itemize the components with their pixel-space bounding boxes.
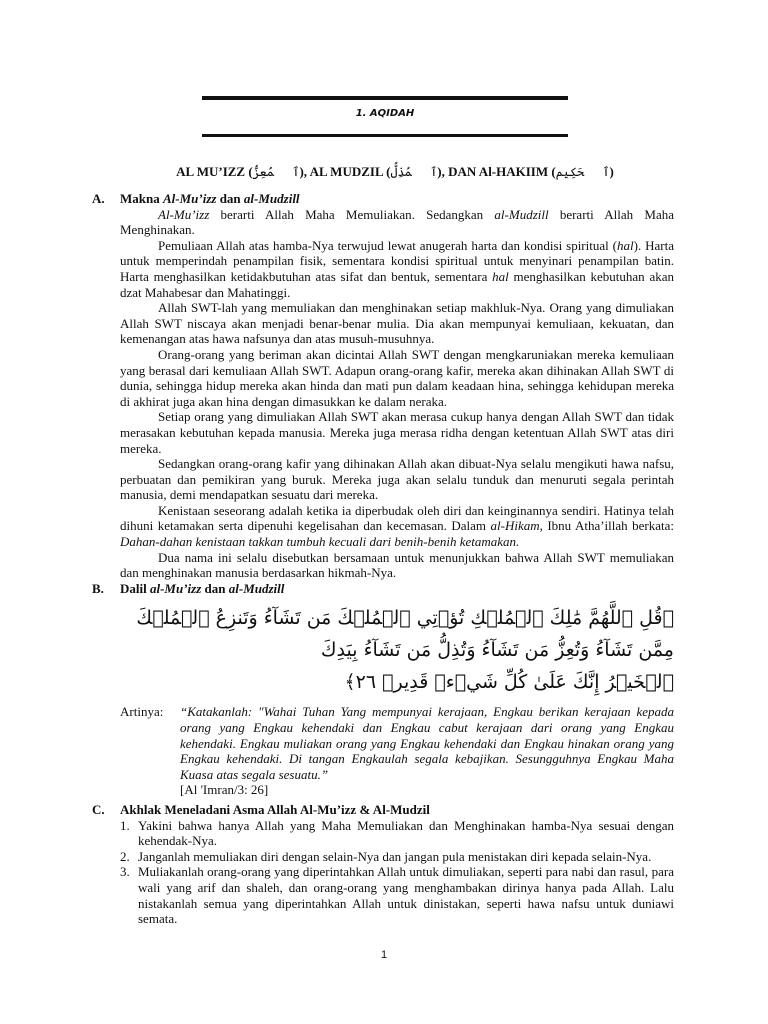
section-b-heading-term1: al-Mu’izz (149, 580, 202, 596)
section-a-heading (92, 191, 674, 207)
translation-label: Artinya: (120, 704, 164, 720)
list-item-number: 1. (120, 817, 130, 833)
p8-text: Dua nama ini selalu disebutkan bersamaan untuk menunjukkan bahwa Allah SWT memuliakan dan menghinakan manusia berdasarkan hikmah-Nya. (120, 549, 674, 581)
section-a-paragraph-4 (92, 347, 674, 409)
list-item-number: 2. (120, 848, 130, 864)
title-part-c: ), DAN Al-HAKIIM ( (437, 164, 556, 179)
title-arabic-mudzil: ٱلۡمُذِلُّ (390, 165, 438, 179)
list-item (120, 818, 674, 849)
p1-term2: al-Mudzill (494, 206, 549, 222)
section-a-paragraph-6 (92, 456, 674, 503)
title-arabic-muizz: ٱلۡمُعِزُّ (252, 165, 300, 179)
list-item-text: Muliakanlah orang-orang yang diperintahkan Allah untuk dimuliakan, seperti para nabi dan rasul, para wali yang arif dan shaleh, dan orang-orang yang menghambakan dirinya hanya pada Allah. Lalu nistakanlah semua yang diperintahkan Allah untuk dinistakan, seperti hawa nafsu untuk duniawi semata. (138, 864, 674, 927)
akhlak-list (92, 818, 674, 927)
p1-text1: berarti Allah Maha Memuliakan. Sedangkan (209, 206, 495, 222)
section-b-label: B. (92, 580, 104, 596)
p4-text: Orang-orang yang beriman akan dicintai Allah SWT dengan mengkaruniakan mereka kemuliaan yang berasal dari kemuliaan Allah SWT. Adapun orang-orang kafir, mereka akan dihinakan Allah SWT di dunia, sehingga hidup mereka akan hinda dan mati pun dalam keadaan hina, sehingga kehidupan mereka di akhirat juga akan hina dengan dimasukkan ke dalam neraka. (120, 346, 674, 409)
p6-text: Sedangkan orang-orang kafir yang dihinakan Allah akan dibuat-Nya selalu mengikuti hawa nafsu, perbuatan dan pemikiran yang buruk. Mereka juga akan selalu tunduk dan menuruti segala perintah manusia, demi mendapatkan sesuatu dari mereka. (120, 456, 674, 503)
section-a-paragraph-3 (92, 300, 674, 347)
p3-text: Allah SWT-lah yang memuliakan dan menghinakan setiap makhluk-Nya. Orang yang dimuliakan Allah SWT niscaya akan menjadi benar-benar mulia. Dia akan mempunyai kemuliaan, kekuatan, dan kemenangan atas hawa nafsunya dan atas musuh-musuhnya. (120, 300, 674, 347)
section-a-heading-mid: dan (216, 191, 244, 206)
section-b-heading-mid: dan (201, 580, 229, 596)
section-a-paragraph-7 (92, 503, 674, 550)
quran-verse (120, 602, 674, 698)
section-c-heading (92, 802, 674, 818)
section-a-paragraph-5 (92, 409, 674, 456)
section-a-heading-pre: Makna (120, 191, 163, 206)
header-rule-top (202, 96, 568, 100)
p5-text: Setiap orang yang dimuliakan Allah SWT akan merasa cukup hanya dengan Allah SWT dan tidak merasakan kebutuhan kepada manusia. Mereka juga merasa ridha dengan ketentuan Allah SWT atas diri mereka. (120, 409, 674, 456)
title-part-b: ), AL MUDZIL ( (299, 164, 391, 179)
section-b-heading-pre: Dalil (120, 580, 150, 596)
chapter-heading: 1. AQIDAH (355, 108, 415, 119)
list-item (120, 864, 674, 926)
section-a-heading-term1: Al-Mu’izz (162, 191, 217, 206)
p2-term2: hal (492, 268, 509, 284)
list-item (120, 849, 674, 865)
p1-term1: Al-Mu’izz (158, 206, 210, 222)
quran-verse-line-1: ﴿قُلِ ٱللَّهُمَّ مَٰلِكَ ٱلۡمُلۡكِ تُؤۡتِي ٱلۡمُلۡكَ مَن تَشَآءُ وَتَنزِعُ ٱلۡمُلۡكَ مِمَّن تَشَآءُ وَتُعِزُّ مَن تَشَآءُ وَتُذِلُّ مَن تَشَآءُ بِيَدِكَ (136, 607, 674, 662)
section-c-heading-text: Akhlak Meneladani Asma Allah Al-Mu’izz & Al-Mudzil (120, 802, 430, 817)
list-item-text: Yakini bahwa hanya Allah yang Maha Memuliakan dan Menghinakan hamba-Nya sesuai dengan kehendak-Nya. (138, 817, 674, 849)
title-end: ) (609, 164, 614, 179)
title-part-a: AL MU’IZZ ( (176, 164, 253, 179)
translation-text: “Katakanlah: "Wahai Tuhan Yang mempunyai kerajaan, Engkau berikan kerajaan kepada orang yang Engkau kehendaki dan Engkau cabut kerajaan dari orang yang Engkau kehendaki. Engkau muliakan orang yang Engkau kehendaki dan Engkau hinakan orang yang Engkau kehendaki. Di tangan Engkaulah segala kebajikan. Sesungguhnya Engkau Maha Kuasa atas segala sesuatu.” (180, 704, 674, 782)
p2-text2: ). Harta untuk memperindah penampilan fisik, sementara kondisi spiritual untuk menyinari penampilan batin. Harta menghasilkan ketidakbutuhan atas sifat dan bentuk, sementara (120, 237, 674, 284)
verse-reference: [Al 'Imran/3: 26] (180, 782, 269, 798)
list-item-text: Janganlah memuliakan diri dengan selain-Nya dan jangan pula menistakan diri kepada selain-Nya. (138, 848, 652, 864)
p2-term1: hal (617, 237, 634, 253)
p7-quote: Dahan-dahan kenistaan takkan tumbuh kecuali dari benih-benih ketamakan. (120, 534, 520, 550)
section-b-heading-term2: al-Mudzill (228, 580, 285, 596)
section-a-paragraph-2 (92, 238, 674, 300)
p2-text3: menghasilkan kebutuhan akan dzat Mahabesar dan Mahatinggi. (120, 268, 674, 300)
page-title (100, 164, 690, 180)
section-a-label: A. (92, 191, 105, 206)
list-item-number: 3. (120, 864, 130, 880)
main-content (92, 191, 674, 927)
p7-text2: Ibnu Atha’illah berkata: (542, 518, 674, 534)
p2-text1: Pemuliaan Allah atas hamba-Nya terwujud lewat anugerah harta dan kondisi spiritual ( (158, 237, 617, 253)
p7-text1: Kenistaan seseorang adalah ketika ia diperbudak oleh diri dan keinginannya sendiri. Hatinya telah dihuni ketamakan serta dipenuhi kegelisahan dan kecemasan. Dalam (120, 502, 674, 534)
section-b-heading (92, 581, 674, 597)
header-rule-bottom (202, 134, 568, 137)
title-arabic-hakiim: ٱلۡحَكِيم (555, 165, 610, 179)
translation-block (120, 704, 674, 798)
page-number: 1 (380, 949, 388, 961)
section-c-label: C. (92, 802, 105, 817)
p1-text2: berarti Allah Maha Menghinakan. (120, 206, 675, 238)
quran-verse-line-2: ٱلۡخَيۡرُ إِنَّكَ عَلَىٰ كُلِّ شَيۡءٖ قَدِيرٞ ٢٦﴾ (344, 671, 674, 694)
section-a-paragraph-1 (92, 207, 674, 238)
section-a-paragraph-8 (92, 550, 674, 581)
p7-source: al-Hikam, (490, 518, 543, 534)
section-a-heading-term2: al-Mudzill (243, 191, 300, 206)
